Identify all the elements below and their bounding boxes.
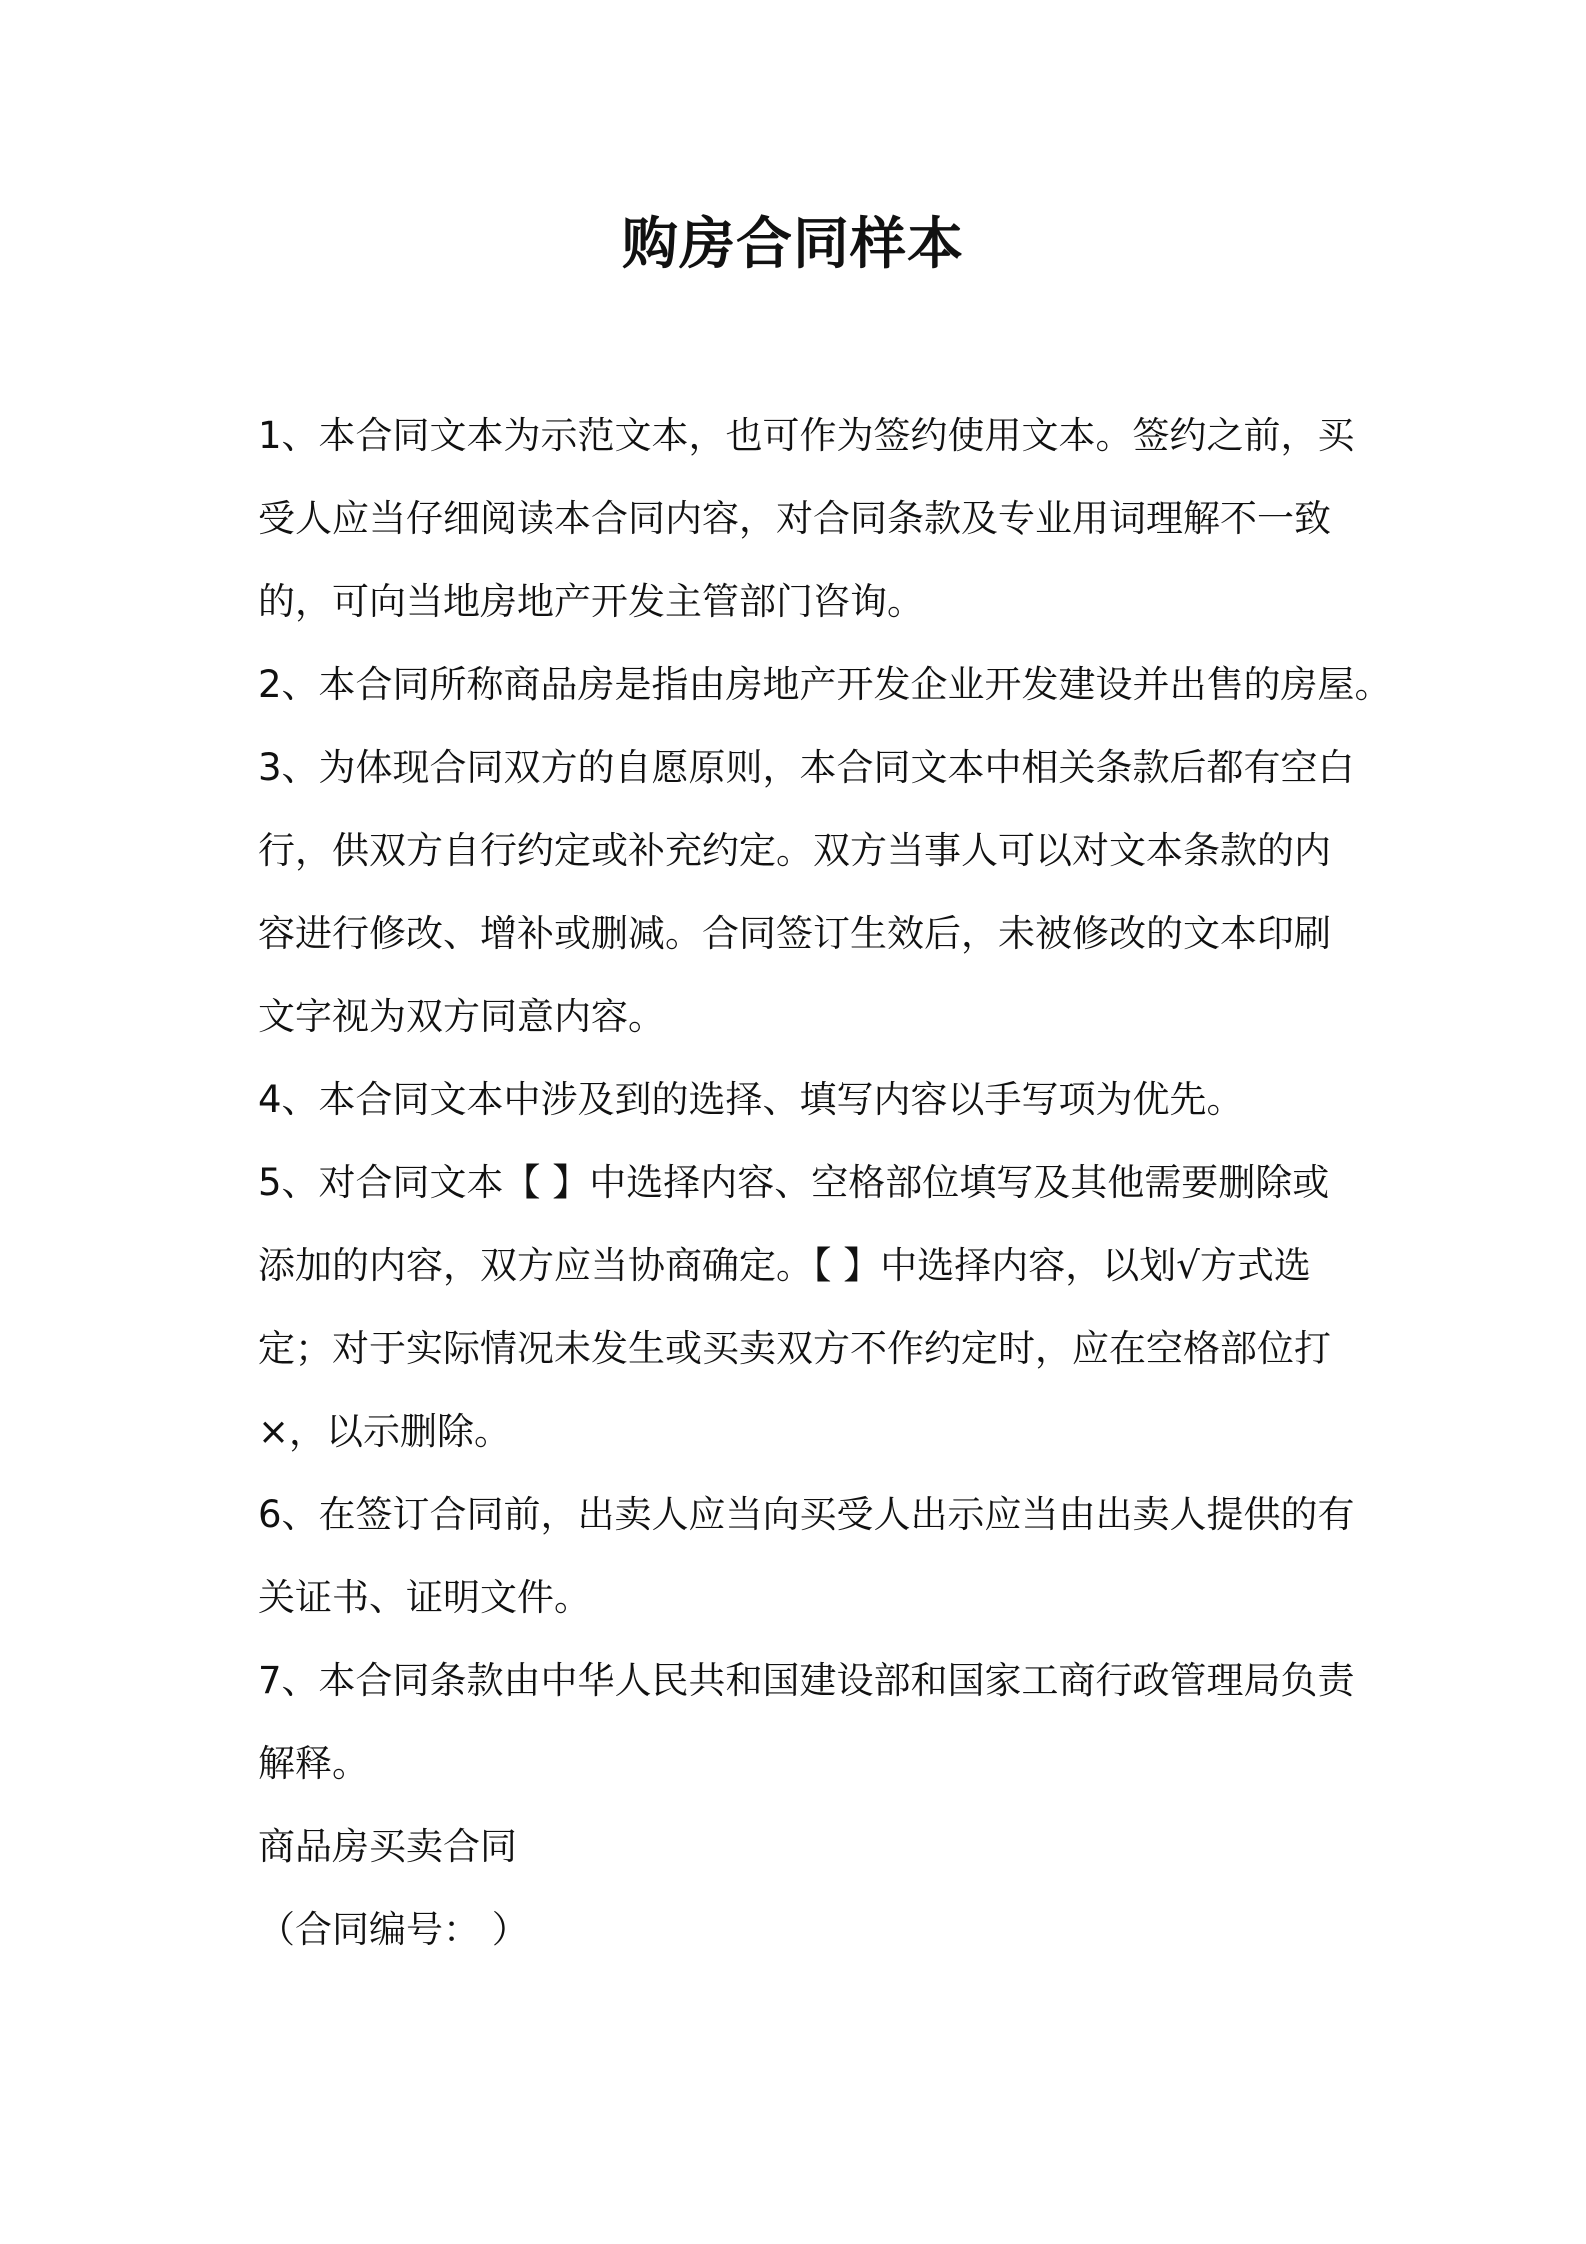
- text-line: 受人应当仔细阅读本合同内容，对合同条款及专业用词理解不一致: [258, 497, 1331, 540]
- text-line: 文字视为双方同意内容。: [258, 995, 665, 1038]
- text-line: 的，可向当地房地产开发主管部门咨询。: [258, 580, 924, 623]
- contract-heading-block: [258, 1805, 1368, 1888]
- text-line: 行，供双方自行约定或补充约定。双方当事人可以对文本条款的内: [258, 829, 1331, 872]
- clause-2: [258, 643, 1392, 726]
- document-title: 购房合同样本: [622, 212, 964, 277]
- contract-heading: 商品房买卖合同: [258, 1825, 517, 1868]
- text-line: 4、本合同文本中涉及到的选择、填写内容以手写项为优先。: [258, 1078, 1244, 1121]
- document-body: [258, 394, 1392, 1971]
- text-line: 容进行修改、增补或删减。合同签订生效后，未被修改的文本印刷: [258, 912, 1331, 955]
- clause-1: [258, 394, 1368, 643]
- contract-number-block: [258, 1888, 1368, 1971]
- text-line: ×，以示删除。: [258, 1410, 512, 1453]
- clause-6: [258, 1473, 1368, 1639]
- text-line: 3、为体现合同双方的自愿原则，本合同文本中相关条款后都有空白: [258, 746, 1355, 789]
- clause-3: [258, 726, 1368, 1058]
- clause-7: [258, 1639, 1368, 1805]
- contract-number: （合同编号： ）: [258, 1908, 529, 1951]
- text-line: 1、本合同文本为示范文本，也可作为签约使用文本。签约之前，买: [258, 414, 1355, 457]
- text-line: 5、对合同文本【 】中选择内容、空格部位填写及其他需要删除或: [258, 1161, 1330, 1204]
- clause-5: [258, 1141, 1368, 1473]
- text-line: 添加的内容，双方应当协商确定。【 】中选择内容，以划√方式选: [258, 1244, 1311, 1287]
- text-line: 6、在签订合同前，出卖人应当向买受人出示应当由出卖人提供的有: [258, 1493, 1355, 1536]
- text-line: 定；对于实际情况未发生或买卖双方不作约定时，应在空格部位打: [258, 1327, 1331, 1370]
- text-line: 7、本合同条款由中华人民共和国建设部和国家工商行政管理局负责: [258, 1659, 1355, 1702]
- text-line: 关证书、证明文件。: [258, 1576, 591, 1619]
- text-line: 解释。: [258, 1742, 369, 1785]
- clause-4: [258, 1058, 1368, 1141]
- text-line: 2、本合同所称商品房是指由房地产开发企业开发建设并出售的房屋。: [258, 663, 1392, 706]
